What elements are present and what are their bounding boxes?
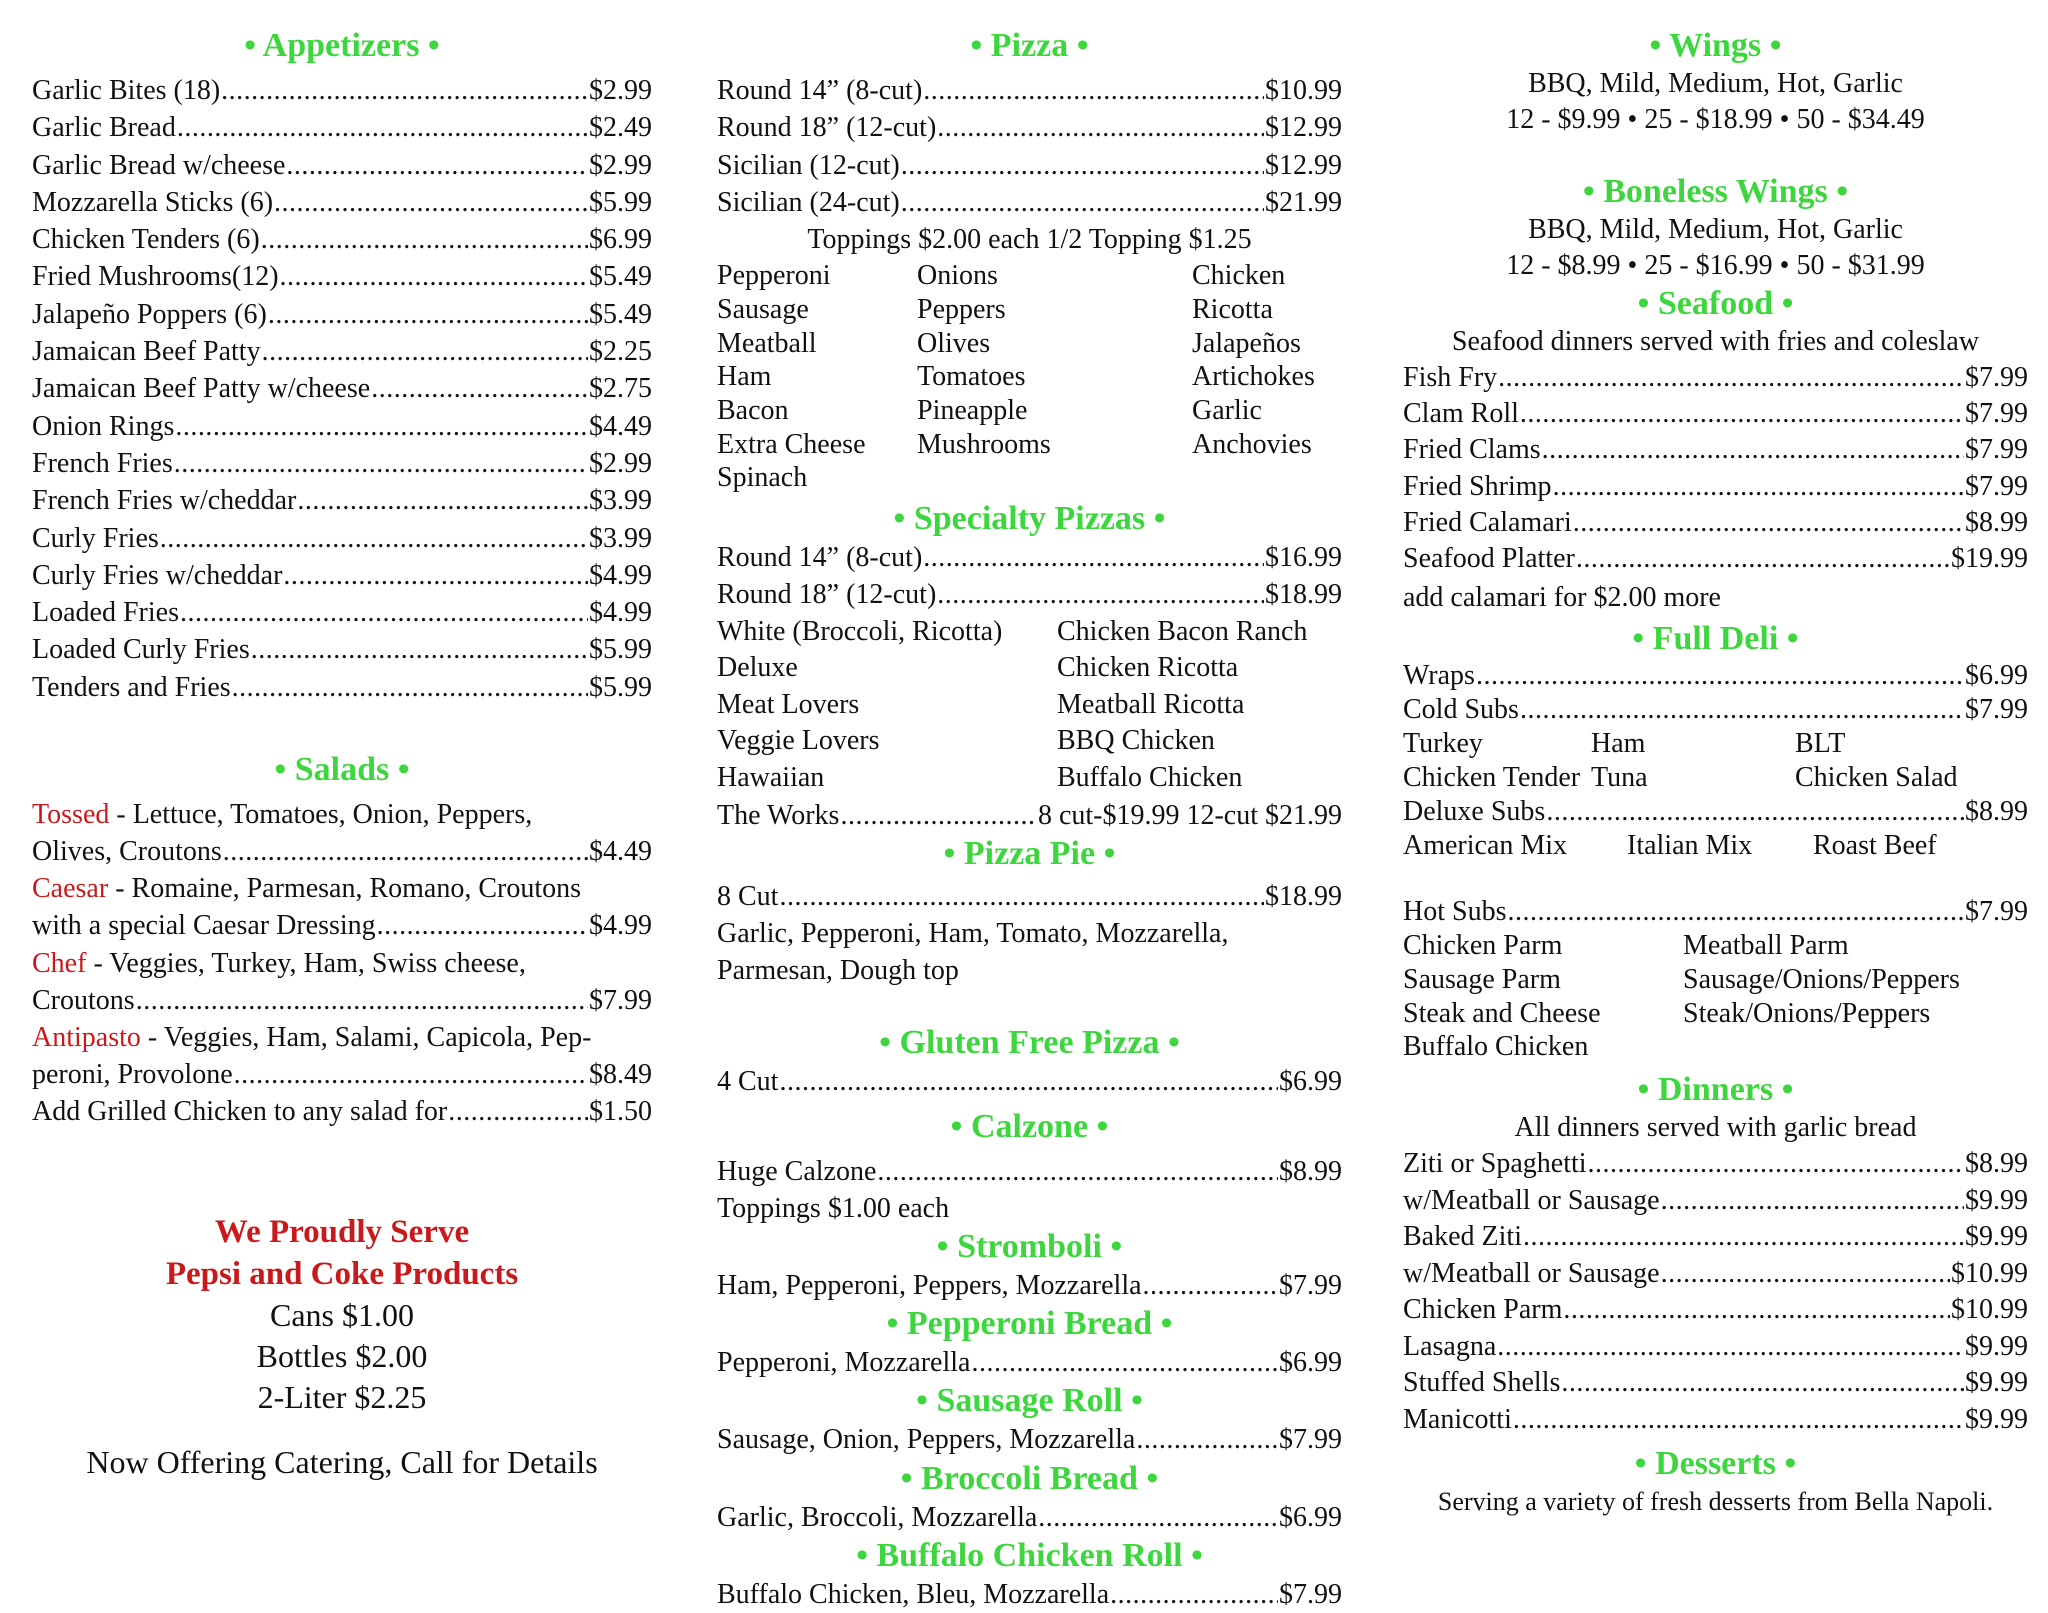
wings-heading: • Wings • [1649,27,1782,64]
appetizers-list [32,72,652,706]
sub-type: Tuna [1591,761,1648,793]
sub-type: Meatball Parm [1683,930,1849,962]
menu-item: Loaded Curly Fries ..... $5.99 [32,631,652,668]
topping: Tomatoes [917,361,1026,393]
menu-item: Manicotti ..... $9.99 [1403,1402,2028,1439]
sub-type: Ham [1591,728,1646,760]
salad-description: Antipasto - Veggies, Ham, Salami, Capicola, Pep- [32,1021,592,1053]
menu-item: Mozzarella Sticks (6) ..... $5.99 [32,184,652,221]
topping: Meatball [717,327,817,359]
specialty-type: Meat Lovers [717,688,860,720]
catering-note: Now Offering Catering, Call for Details [86,1443,598,1480]
toppings-grid [717,259,1342,495]
menu-item: Sicilian (12-cut) ..... $12.99 [717,147,1342,184]
topping: Onions [917,260,998,292]
drinks-cans: Cans $1.00 [270,1296,414,1333]
menu-item: Deluxe Subs ..... $8.99 [1403,795,2028,829]
topping: Olives [917,327,991,359]
menu-item: Garlic, Broccoli, Mozzarella ..... $6.99 [717,1499,1342,1536]
topping: Mushrooms [917,428,1051,460]
broccoli-bread-heading: • Broccoli Bread • [900,1459,1159,1497]
specialty-type: Buffalo Chicken [1057,762,1243,794]
salad-description: Caesar - Romaine, Parmesan, Romano, Croutons [32,873,582,905]
dinners-note: All dinners served with garlic bread [1514,1112,1917,1144]
boneless-flavors: BBQ, Mild, Medium, Hot, Garlic [1528,214,1903,245]
sub-type: Turkey [1403,728,1483,760]
gluten-free-heading: • Gluten Free Pizza • [879,1024,1180,1062]
pizza-heading: • Pizza • [970,27,1089,64]
topping: Peppers [917,293,1006,325]
menu-item: Buffalo Chicken, Bleu, Mozzarella ..... $7.99 [717,1576,1342,1613]
menu-item: Curly Fries w/cheddar ..... $4.99 [32,557,652,594]
boneless-prices: 12 - $8.99 • 25 - $16.99 • 50 - $31.99 [1506,250,1925,281]
seafood-heading: • Seafood • [1637,285,1794,322]
menu-item: Chicken Tenders (6) ..... $6.99 [32,221,652,258]
sub-type: BLT [1795,728,1846,760]
pizza-pie-desc: Garlic, Pepperoni, Ham, Tomato, Mozzarella, [717,918,1229,950]
menu-item: Seafood Platter ..... $19.99 [1403,541,2028,577]
column-left [32,0,652,1483]
menu-item: Jalapeño Poppers (6) ..... $5.49 [32,296,652,333]
menu-item: Garlic Bread ..... $2.49 [32,109,652,146]
menu-item: Round 18” (12-cut) ..... $12.99 [717,109,1342,146]
drinks-section [32,1211,652,1418]
menu-item: Stuffed Shells ..... $9.99 [1403,1365,2028,1402]
desserts-heading: • Desserts • [1634,1445,1797,1483]
topping: Ricotta [1192,293,1273,325]
appetizers-heading: • Appetizers • [244,27,440,64]
column-right [1403,0,2028,1520]
topping [917,461,1192,495]
sub-type: Chicken Salad [1795,761,1958,793]
menu-item: Garlic Bread w/cheese ..... $2.99 [32,147,652,184]
toppings-note: Toppings $2.00 each 1/2 Topping $1.25 [807,224,1252,256]
menu-item: Sausage, Onion, Peppers, Mozzarella ..... $7.99 [717,1421,1342,1458]
menu-item: Add Grilled Chicken to any salad for ..... $1.50 [32,1093,652,1130]
topping: Anchovies [1192,428,1312,460]
topping: Garlic [1192,395,1262,426]
drinks-bottles: Bottles $2.00 [256,1337,428,1374]
calzone-heading: • Calzone • [950,1107,1109,1145]
menu-item: Ziti or Spaghetti ..... $8.99 [1403,1146,2028,1183]
menu-item: Lasagna ..... $9.99 [1403,1329,2028,1366]
menu-item: with a special Caesar Dressing ..... $4.99 [32,907,652,944]
specialty-types-grid [717,614,1342,797]
topping: Bacon [717,395,789,426]
menu-item: Fried Calamari ..... $8.99 [1403,505,2028,541]
menu-item: Round 14” (8-cut) ..... $10.99 [717,72,1342,109]
menu-item: Curly Fries ..... $3.99 [32,520,652,557]
sub-type: Buffalo Chicken [1403,1031,1589,1063]
menu-item: Round 14” (8-cut) ..... $16.99 [717,539,1342,576]
sub-type: Steak/Onions/Peppers [1683,997,1931,1029]
sub-type: American Mix [1403,829,1568,861]
specialty-type: White (Broccoli, Ricotta) [717,615,1003,647]
wings-prices: 12 - $9.99 • 25 - $18.99 • 50 - $34.49 [1506,104,1925,135]
seafood-note: Seafood dinners served with fries and coleslaw [1451,326,1980,357]
specialty-type: Veggie Lovers [717,725,880,757]
menu-item: Fried Clams ..... $7.99 [1403,432,2028,468]
menu-item: Garlic Bites (18) ..... $2.99 [32,72,652,109]
desserts-note: Serving a variety of fresh desserts from Bella Napoli. [1437,1487,1994,1517]
drinks-2-liter: 2-Liter $2.25 [257,1378,427,1415]
specialty-heading: • Specialty Pizzas • [893,500,1166,538]
dinners-heading: • Dinners • [1637,1071,1794,1109]
stromboli-heading: • Stromboli • [936,1227,1123,1265]
menu-item: The Works ..... 8 cut-$19.99 12-cut $21.99 [717,797,1342,834]
column-middle [717,0,1342,1613]
pepperoni-bread-heading: • Pepperoni Bread • [886,1305,1173,1343]
sub-type: Roast Beef [1813,829,1937,861]
menu-item: Tenders and Fries ..... $5.99 [32,669,652,706]
pizza-pie-heading: • Pizza Pie • [943,834,1116,872]
menu-item: Hot Subs ..... $7.99 [1403,895,2028,929]
specialty-type: Hawaiian [717,762,825,794]
menu-item: 8 Cut ..... $18.99 [717,878,1342,915]
specialty-type: Meatball Ricotta [1057,688,1245,720]
buffalo-roll-heading: • Buffalo Chicken Roll • [856,1537,1203,1575]
menu-item: Wraps ..... $6.99 [1403,659,2028,693]
topping: Ham [717,361,772,393]
menu-item: Clam Roll ..... $7.99 [1403,396,2028,432]
menu-item: Sicilian (24-cut) ..... $21.99 [717,184,1342,221]
topping: Jalapeños [1192,327,1301,359]
topping [1192,461,1342,495]
topping: Chicken [1192,260,1286,292]
menu-item: Jamaican Beef Patty ..... $2.25 [32,333,652,370]
sub-type: Italian Mix [1627,829,1753,861]
menu-item: Loaded Fries ..... $4.99 [32,594,652,631]
pizza-pie-desc: Parmesan, Dough top [717,955,959,987]
topping: Sausage [717,293,809,325]
salad-description: Chef - Veggies, Turkey, Ham, Swiss cheese, [32,947,526,979]
salad-description: Tossed - Lettuce, Tomatoes, Onion, Peppers, [32,799,533,831]
calzone-note: Toppings $1.00 each [717,1192,950,1224]
menu-item: Round 18” (12-cut) ..... $18.99 [717,576,1342,613]
menu-item: Chicken Parm ..... $10.99 [1403,1292,2028,1329]
hot-subs-grid [1403,929,2028,1064]
seafood-addon: add calamari for $2.00 more [1403,582,1721,614]
menu-item: Baked Ziti ..... $9.99 [1403,1219,2028,1256]
sub-type [1683,1030,2028,1064]
menu-item: Huge Calzone ..... $8.99 [717,1153,1342,1190]
menu-item: Olives, Croutons ..... $4.49 [32,833,652,870]
wings-flavors: BBQ, Mild, Medium, Hot, Garlic [1528,68,1903,99]
sub-type: Steak and Cheese [1403,997,1601,1029]
menu-item: Cold Subs ..... $7.99 [1403,693,2028,727]
topping: Pepperoni [717,260,831,292]
sub-type: Chicken Tender [1403,761,1581,793]
menu-item: Onion Rings ..... $4.49 [32,408,652,445]
seafood-list [1403,360,2028,577]
topping: Extra Cheese [717,428,866,460]
sausage-roll-heading: • Sausage Roll • [916,1382,1143,1420]
menu-item: Fried Mushrooms(12) ..... $5.49 [32,258,652,295]
menu-item: French Fries ..... $2.99 [32,445,652,482]
salads-list [32,796,652,1130]
salads-heading: • Salads • [274,751,410,789]
menu-item: French Fries w/cheddar ..... $3.99 [32,482,652,519]
dinners-list [1403,1146,2028,1438]
menu-item: 4 Cut ..... $6.99 [717,1063,1342,1100]
boneless-wings-heading: • Boneless Wings • [1582,173,1849,210]
cold-subs-grid [1403,727,2028,794]
menu-item: Croutons ..... $7.99 [32,982,652,1019]
sub-type: Sausage/Onions/Peppers [1683,964,1960,996]
pizza-list [717,72,1342,221]
specialty-type: Chicken Ricotta [1057,652,1239,684]
deluxe-subs-grid [1403,829,2028,863]
specialty-list [717,539,1342,614]
sub-type: Sausage Parm [1403,964,1561,996]
menu-item: Ham, Pepperoni, Peppers, Mozzarella ..... $7.99 [717,1267,1342,1304]
menu-item: Pepperoni, Mozzarella ..... $6.99 [717,1344,1342,1381]
drinks-line-2: Pepsi and Coke Products [165,1255,519,1292]
drinks-line-1: We Proudly Serve [214,1213,470,1250]
specialty-type: Chicken Bacon Ranch [1057,615,1308,647]
menu-item: w/Meatball or Sausage ..... $10.99 [1403,1256,2028,1293]
menu-item: Jamaican Beef Patty w/cheese ..... $2.75 [32,370,652,407]
menu-item: Fish Fry ..... $7.99 [1403,360,2028,396]
specialty-type: BBQ Chicken [1057,725,1215,757]
specialty-type: Deluxe [717,652,798,684]
sub-type: Chicken Parm [1403,930,1563,962]
topping: Artichokes [1192,361,1315,393]
topping: Spinach [717,462,808,494]
topping: Pineapple [917,395,1028,426]
menu-item: w/Meatball or Sausage ..... $9.99 [1403,1183,2028,1220]
menu-item: peroni, Provolone ..... $8.49 [32,1056,652,1093]
full-deli-heading: • Full Deli • [1632,620,1799,658]
menu-item: Fried Shrimp ..... $7.99 [1403,469,2028,505]
